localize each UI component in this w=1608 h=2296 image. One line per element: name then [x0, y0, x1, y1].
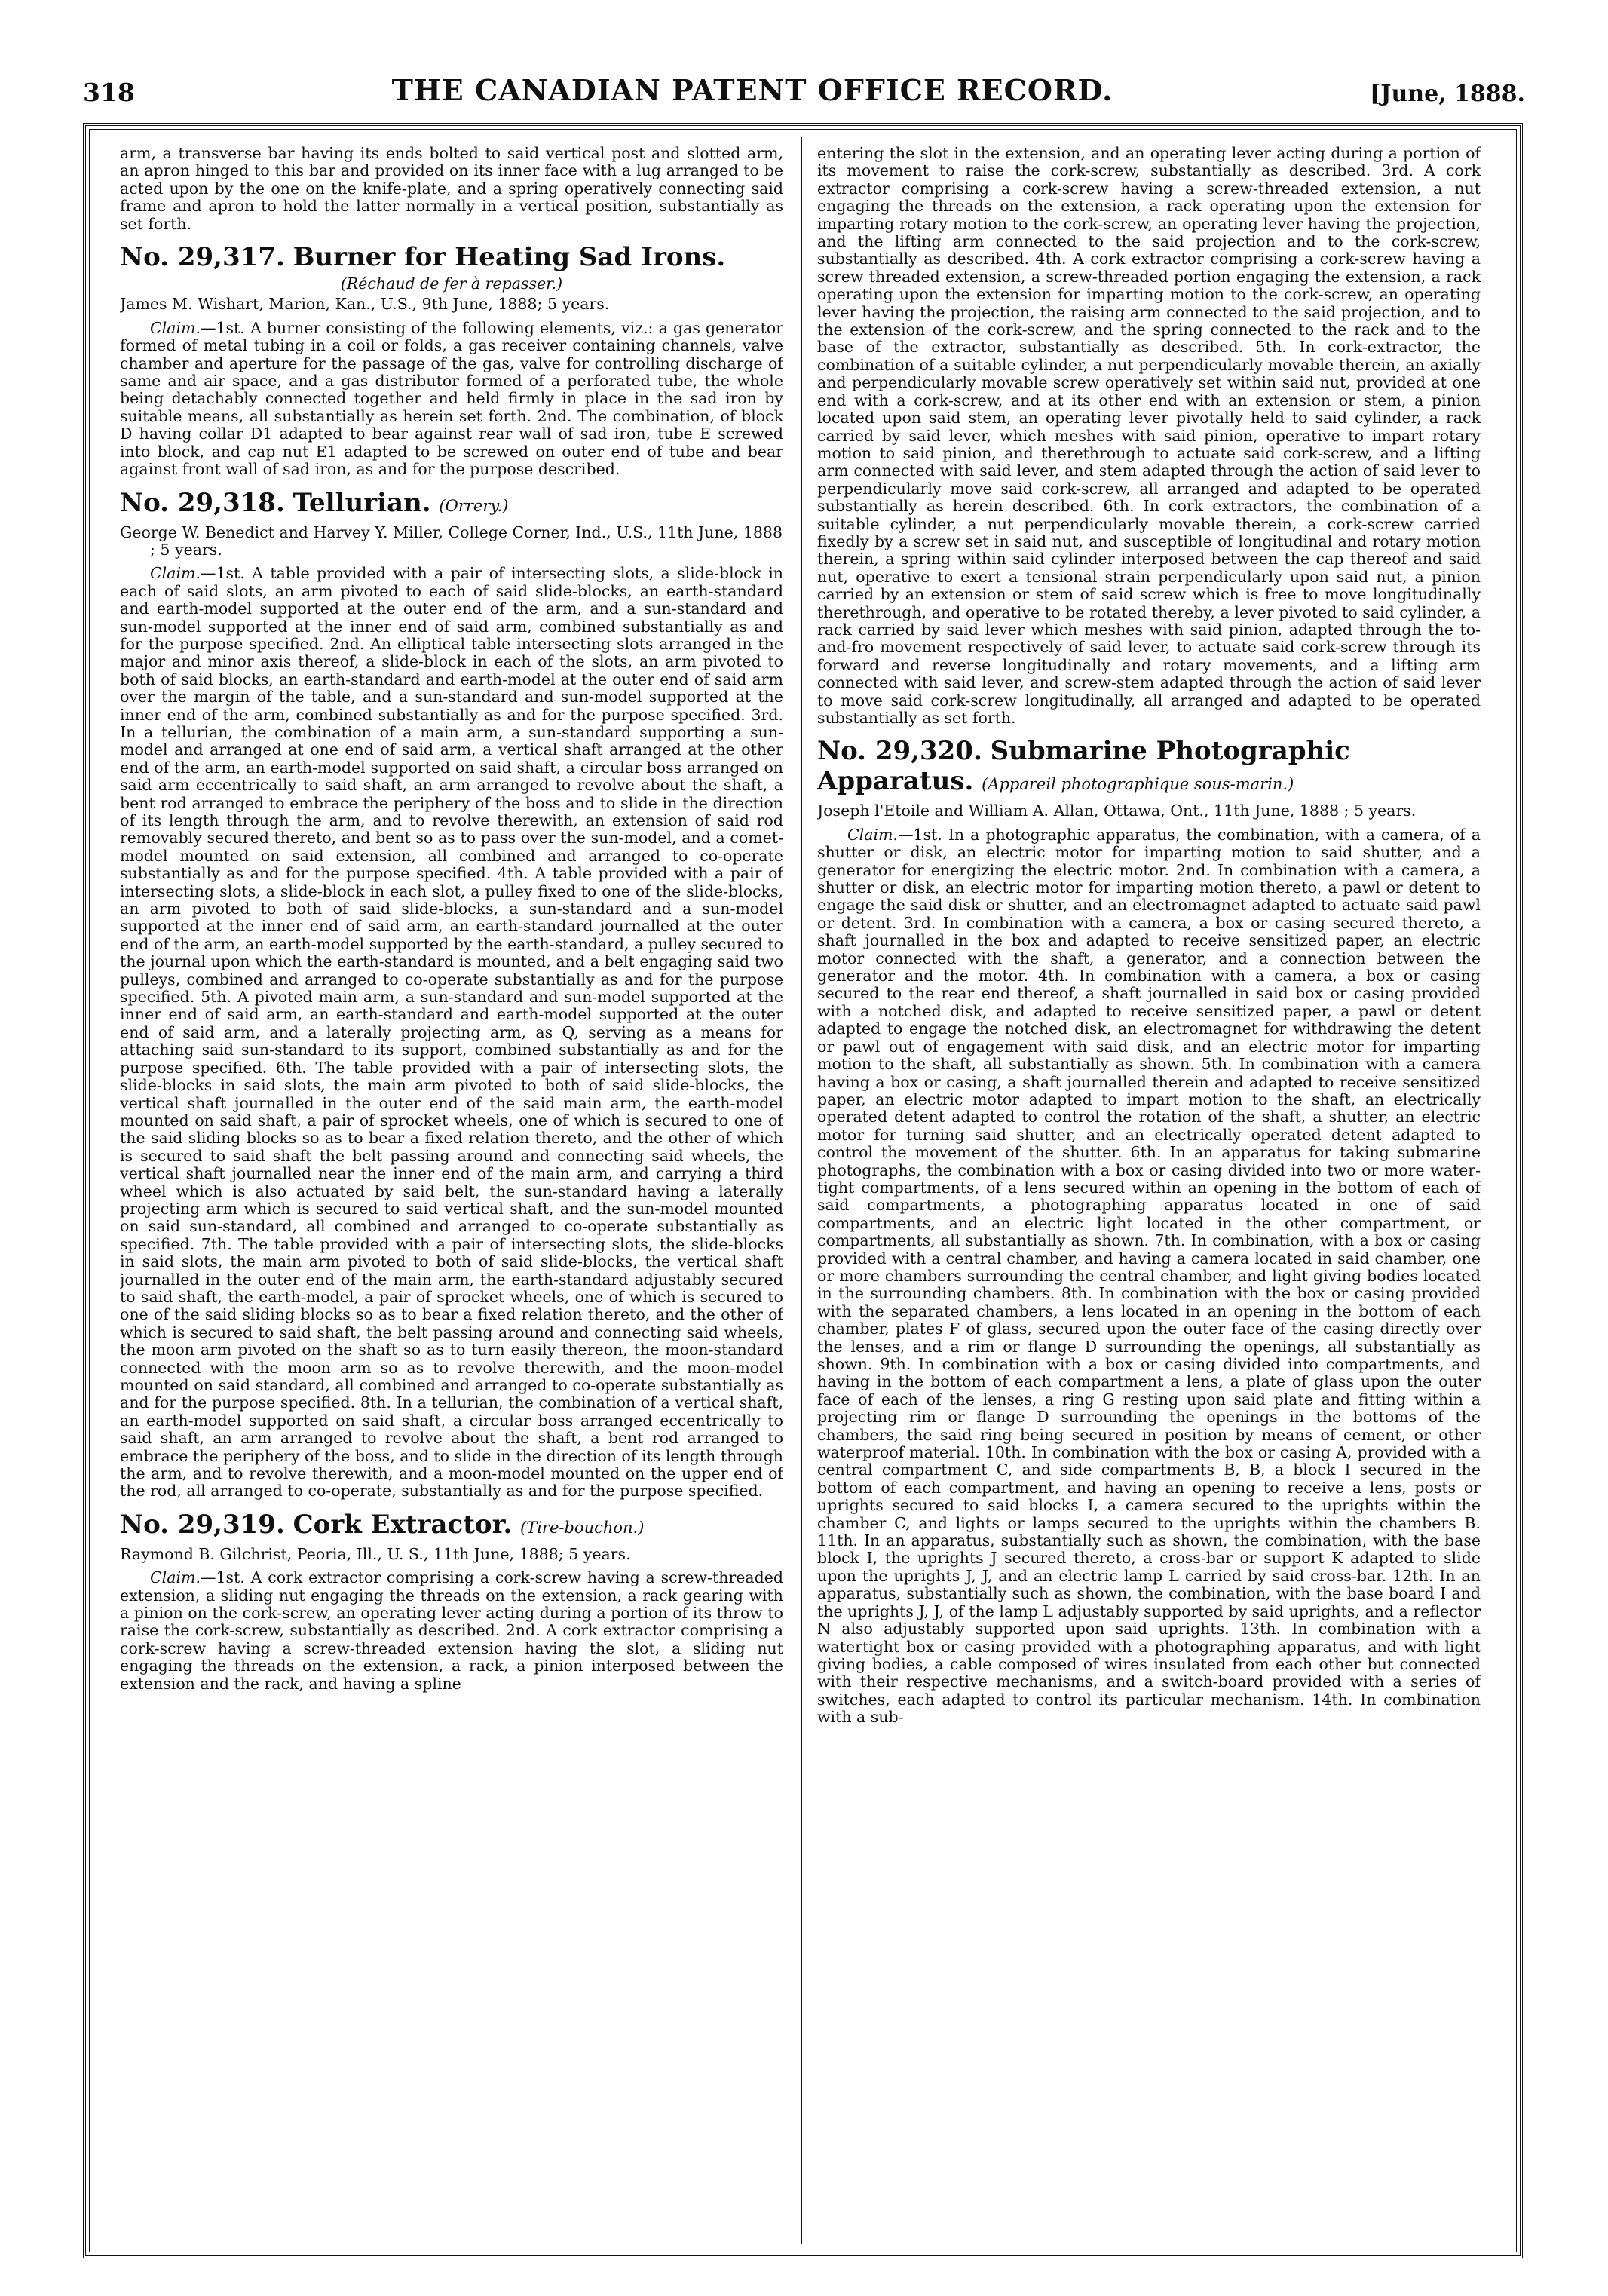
patent-inventor: Joseph l'Etoile and William A. Allan, Ottawa, Ont., 11th June, 1888 ; 5 years. [817, 802, 1417, 820]
claim-text: —1st. A burner consisting of the following elements, viz.: a gas generator formed of metal tubing in a coil or folds, a gas receiver containing channels, valve chamber and aperture for the passage of the gas, valve for controlling discharge of same and air space, and a gas distributor formed of a perforated tube, the whole being detachably connected together and held firmly in place in the sad iron by suitable means, all substantially as herein set forth. 2nd. The combination, of block D having collar D1 adapted to bear against rear wall of sad iron, tube E screwed into block, and cap nut E1 adapted to be screwed on outer end of tube and bear against front wall of sad iron, as and for the purpose described. [120, 318, 783, 479]
claim-label: Claim. [150, 1568, 201, 1587]
patent-number: No. 29,317. [120, 242, 285, 273]
continued-claim-text: entering the slot in the extension, and an operating lever acting during a portion of its movement to raise the cork-screw, substantially as described. 3rd. A cork extractor comprising a cork-screw having a screw-threaded extension, a nut engaging the threads on the extension, a rack operating upon the extension for imparting rotary motion to the cork-screw, an operating lever having the projection, and the lifting arm connected to the said projection and to the cork-screw, substantially as described. 4th. A cork extractor comprising a cork-screw having a screw threaded extension, a screw-threaded portion engaging the extension, a rack operating upon the extension for imparting motion to the cork-screw, an operating lever having the projection, the raising arm connected to the said projection, and to the extension of the cork-screw, and the spring connected to the rack and to the base of the extractor, substantially as described. 5th. In cork-extractor, the combination of a suitable cylinder, a nut perpendicularly movable therein, an axially and perpendicularly movable screw operatively set within said nut, provided at one end with a cork-screw, and at its other end with an extension or stem, a pinion located upon said stem, an operating lever pivotally held to said cylinder, a rack carried by said lever, which meshes with said pinion, operative to impart rotary motion to said pinion, and therethrough to actuate said cork-screw, and a lifting arm connected with said lever, and stem adapted through the action of said lever to perpendicularly move said cork-screw, all arranged and adapted to be operated substantially as herein described. 6th. In cork extractors, the combination of a suitable cylinder, a nut perpendicularly movable therein, a cork-screw carried fixedly by a screw set in said nut, and susceptible of longitudinal and rotary motion therein, a spring within said cylinder interposed between the cap thereof and said nut, operative to exert a tensional strain perpendicularly upon said nut, a pinion carried by an extension or stem of said screw which is free to move longitudinally therethrough, and operative to be rotated thereby, a lever pivoted to said cylinder, a rack carried by said lever which meshes with said pinion, adapted through the to-and-fro movement respectively of said lever, to actuate said cork-screw through its forward and reverse longitudinally and rotary movements, and a lifting arm connected with said lever, and screw-stem adapted through the action of said lever to move said cork-screw longitudinally, all arranged and adapted to be operated substantially as set forth. [817, 145, 1481, 727]
patent-french-title: (Appareil photographique sous-marin.) [982, 775, 1294, 794]
patent-heading [120, 488, 783, 521]
claim-label: Claim. [847, 825, 898, 844]
claim-text: —1st. A table provided with a pair of intersecting slots, a slide-block in each of said slots, an arm pivoted to each of said slide-blocks, an earth-standard and earth-model supported at the outer end of the arm, and a sun-standard and sun-model supported at the inner end of said arm, combined substantially as and for the purpose specified. 2nd. An elliptical table intersecting slots arranged in the major and minor axis thereof, a slide-block in each of the slots, an arm pivoted to both of said blocks, an earth-standard and earth-model at the outer end of said arm over the margin of the table, and a sun-standard and sun-model supported at the inner end of the arm, combined substantially as and for the purpose specified. 3rd. In a tellurian, the combination of a main arm, a sun-standard supporting a sun-model and arranged at one end of said arm, a vertical shaft arranged at the other end of the arm, an earth-model supported on said shaft, a circular boss arranged on said arm eccentrically to said shaft, an arm arranged to revolve about the shaft, a bent rod arranged to embrace the periphery of the boss and to slide in the direction of its length through the arm, and to revolve therewith, an extension of said rod removably secured thereto, and bent so as to pass over the sun-model, and a comet-model mounted on said extension, all combined and arranged to co-operate substantially as and for the purpose specified. 4th. A table provided with a pair of intersecting slots, a slide-block in each slot, a pulley fixed to one of the slide-blocks, an arm pivoted to both of said slide-blocks, a sun-standard and a sun-model supported at the inner end of said arm, an earth-standard journalled at the outer end of the arm, an earth-model supported by the earth-standard, a pulley secured to the journal upon which the earth-standard is mounted, and a belt engaging said two pulleys, combined and arranged to co-operate substantially as and for the purpose specified. 5th. A pivoted main arm, a sun-standard and sun-model supported at the inner end of said arm, an earth-standard and earth-model supported at the outer end of said arm, and a laterally projecting arm, as Q, serving as a means for attaching said sun-standard to its support, combined substantially as and for the purpose specified. 6th. The table provided with a pair of intersecting slots, the slide-blocks in said slots, the main arm pivoted to both of said slide-blocks, the vertical shaft journalled in the outer end of the said main arm, the earth-model mounted on said shaft, a pair of sprocket wheels, one of which is secured to one of the said sliding blocks so as to bear a fixed relation thereto, and the other of which is secured to said shaft the belt passing around and connecting said wheels, the vertical shaft journalled near the inner end of the main arm, and carrying a third wheel which is also actuated by said belt, the sun-standard having a laterally projecting arm which is secured to said vertical shaft, and the sun-model mounted on said sun-standard, all combined and arranged to co-operate substantially as specified. 7th. The table provided with a pair of intersecting slots, the slide-blocks in said slots, the main arm pivoted to both of said slide-blocks, the vertical shaft journalled in the outer end of the main arm, the earth-standard adjustably secured to said shaft, the earth-model, a pair of sprocket wheels, one of which is secured to one of the said sliding blocks so as to bear a fixed relation thereto, and the other of which is secured to said shaft, the belt passing around and connecting said wheels, the moon arm pivoted on the shaft so as to turn easily thereon, the moon-standard connected with the moon arm so as to revolve therewith, and the moon-model mounted on said standard, all combined and arranged to co-operate substantially as and for the purpose specified. 8th. In a tellurian, the combination of a vertical shaft, an earth-model supported on said shaft, a circular boss arranged eccentrically to said shaft, an arm arranged to revolve about the shaft, a bent rod arranged to embrace the periphery of the boss, and to slide in the direction of its length through the arm, and to revolve therewith, and a moon-model mounted on the upper end of the rod, all arranged to co-operate, substantially as and for the purpose specified. [120, 564, 783, 1501]
patent-number: No. 29,319. [120, 1509, 285, 1540]
patent-title: Submarine Photographic Apparatus. [817, 736, 1350, 797]
patent-claims [817, 826, 1481, 1727]
patent-claims [120, 320, 783, 479]
patent-claims [120, 565, 783, 1501]
patent-inventor: George W. Benedict and Harvey Y. Miller, College Corner, Ind., U.S., 11th June, 1888 ; 5 years. [120, 523, 783, 559]
patent-entry-29317 [120, 242, 783, 478]
page-frame-inner [89, 129, 1517, 2252]
patent-entry-29320 [817, 736, 1481, 1726]
page-header [83, 62, 1525, 107]
issue-date: [June, 1888. [1370, 81, 1525, 107]
patent-french-title: (Tire-bouchon.) [520, 1518, 645, 1537]
left-column [120, 145, 783, 2241]
patent-number: No. 29,318. [120, 487, 285, 518]
patent-inventor: Raymond B. Gilchrist, Peoria, Ill., U. S., 11th June, 1888; 5 years. [120, 1544, 631, 1563]
patent-entry-29319 [120, 1510, 783, 1693]
claim-label: Claim. [150, 564, 201, 583]
patent-title: Tellurian. [293, 487, 431, 518]
patent-inventor: James M. Wishart, Marion, Kan., U.S., 9th June, 1888; 5 years. [120, 295, 610, 314]
patent-heading [120, 1510, 783, 1543]
page-frame [83, 123, 1523, 2258]
patent-heading [120, 242, 783, 272]
claim-label: Claim. [150, 318, 201, 337]
patent-number: No. 29,320. [817, 736, 982, 767]
claim-text: —1st. In a photographic apparatus, the combination, with a camera, of a shutter or disk, an electric motor for imparting motion to said shutter, and a generator for energizing the electric motor. 2nd. In combination with a camera, a shutter or disk, an electric motor for imparting motion thereto, a pawl or detent to engage the said disk or shutter, and an electromagnet adapted to actuate said pawl or detent. 3rd. In combination with a camera, a box or casing secured thereto, a shaft journalled in the box and adapted to receive sensitized paper, an electric motor connected with the shaft, a generator, and a connection between the generator and the motor. 4th. In combination with a camera, a box or casing secured to the rear end thereof, a shaft journalled in said box or casing provided with a notched disk, and adapted to receive sensitized paper, a pawl or detent adapted to engage the notched disk, an electromagnet for withdrawing the detent or pawl out of engagement with said disk, and an electric motor for imparting motion to the shaft, all substantially as shown. 5th. In combination with a camera having a box or casing, a shaft journalled therein and adapted to receive sensitized paper, an electric motor adapted to impart motion to the shaft, an electrically operated detent adapted to control the rotation of the shaft, a shutter, an electric motor for turning said shutter, and an electrically operated detent adapted to control the movement of the shutter. 6th. In an apparatus for taking submarine photographs, the combination with a box or casing divided into two or more water-tight compartments, of a lens secured within an opening in the bottom of each of said compartments, a photographing apparatus located in one of said compartments, and an electric light located in the other compartment, or compartments, all substantially as shown. 7th. In combination, with a box or casing provided with a central chamber, and having a camera located in said chamber, one or more chambers surrounding the central chamber, and light giving bodies located in the surrounding chambers. 8th. In combination with the box or casing provided with the separated chambers, a lens located in an opening in the bottom of each chamber, plates F of glass, secured upon the outer face of the casing directly over the lenses, and a rim or flange D surrounding the openings, all substantially as shown. 9th. In combination with a box or casing divided into compartments, and having in the bottom of each compartment a lens, a plate of glass upon the outer face of each of the lenses, a ring G resting upon said plate and fitting within a projecting rim or flange D surrounding the openings in the bottoms of the chambers, the said ring being secured in position by means of cement, or other waterproof material. 10th. In combination with the box or casing A, provided with a central compartment C, and side compartments B, B, a block I secured in the bottom of each compartment, and having an opening to receive a lens, posts or uprights secured to said blocks I, a camera secured to the uprights within the chamber C, and lights or lamps secured to the uprights within the chambers B. 11th. In an apparatus, substantially such as shown, the combination, with the base block I, the uprights J secured thereto, a cross-bar or support K adapted to slide upon the uprights J, J, and an electric lamp L carried by said cross-bar. 12th. In an apparatus, substantially such as shown, the combination, with the base board I and the uprights J, J, of the lamp L adjustably supported by said uprights, and a reflector N also adjustably supported upon said uprights. 13th. In combination with a watertight box or casing provided with a photographing apparatus, and with light giving bodies, a cable composed of wires insulated from each other but connected with their respective mechanisms, and a switch-board provided with a series of switches, each adapted to control its particular mechanism. 14th. In combination with a sub- [817, 825, 1481, 1727]
patent-entry-29318 [120, 488, 783, 1501]
patent-french-title: (Réchaud de fer à repasser.) [340, 274, 563, 293]
page-number: 318 [83, 78, 135, 107]
claim-text: —1st. A cork extractor comprising a cork-screw having a screw-threaded extension, a sliding nut engaging the threads on the extension, a rack gearing with a pinion on the cork-screw, an operating lever acting during a portion of its throw to raise the cork-screw, substantially as described. 2nd. A cork extractor comprising a cork-screw having a screw-threaded extension having the slot, a sliding nut engaging the threads on the extension, a rack, a pinion interposed between the extension and the rack, and having a spline [120, 1568, 783, 1693]
patent-french-title: (Orrery.) [439, 496, 509, 515]
continued-claim-text: arm, a transverse bar having its ends bolted to said vertical post and slotted arm, an apron hinged to this bar and provided on its inner face with a lug arranged to be acted upon by the one on the knife-plate, and a spring operatively connecting said frame and apron to hold the latter normally in a vertical position, substantially as set forth. [120, 145, 783, 233]
patent-heading [817, 736, 1481, 799]
running-title: THE CANADIAN PATENT OFFICE RECORD. [391, 73, 1113, 107]
patent-title: Burner for Heating Sad Irons. [293, 242, 726, 273]
column-divider [801, 137, 802, 2244]
patent-claims [120, 1569, 783, 1693]
patent-title: Cork Extractor. [293, 1509, 513, 1540]
right-column [817, 145, 1481, 2241]
